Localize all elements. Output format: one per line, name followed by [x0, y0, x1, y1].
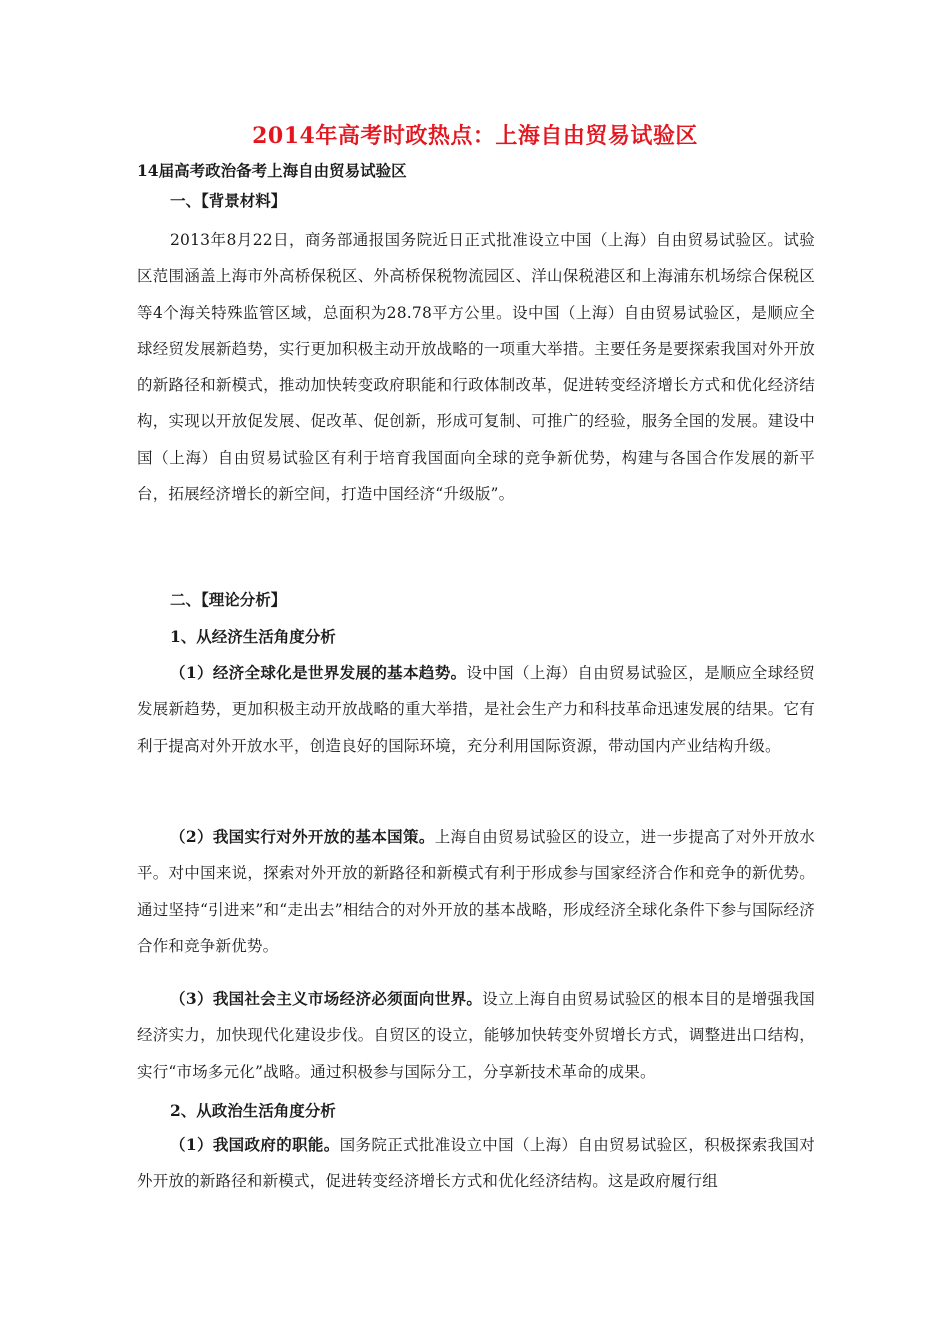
- economic-paragraph-1-lead: （1）经济全球化是世界发展的基本趋势。: [170, 663, 467, 682]
- economic-paragraph-1: [137, 655, 815, 764]
- document-subtitle: 14届高考政治备考上海自由贸易试验区: [137, 161, 407, 180]
- political-paragraph-1-lead: （1）我国政府的职能。: [170, 1135, 340, 1154]
- economic-paragraph-3: [137, 981, 815, 1090]
- economic-paragraph-3-body: 设立上海自由贸易试验区的根本目的是增强我国经济实力，加快现代化建设步伐。自贸区的设立，能够加快转变外贸增长方式，调整进出口结构，实行“市场多元化”战略。通过积极参与国际分工，分享新技术革命的成果。: [137, 990, 815, 1081]
- economic-paragraph-2: [137, 819, 815, 964]
- section-heading-background: 一、【背景材料】: [170, 191, 287, 210]
- subsection-heading-economic: 1、从经济生活角度分析: [170, 627, 336, 646]
- background-paragraph: 2013年8月22日，商务部通报国务院近日正式批准设立中国（上海）自由贸易试验区。试验区范围涵盖上海市外高桥保税区、外高桥保税物流园区、洋山保税港区和上海浦东机场综合保税区等4个海关特殊监管区域，总面积为28.78平方公里。设中国（上海）自由贸易试验区，是顺应全球经贸发展新趋势，实行更加积极主动开放战略的一项重大举措。主要任务是要探索我国对外开放的新路径和新模式，推动加快转变政府职能和行政体制改革，促进转变经济增长方式和优化经济结构，实现以开放促发展、促改革、促创新，形成可复制、可推广的经验，服务全国的发展。建设中国（上海）自由贸易试验区有利于培育我国面向全球的竞争新优势，构建与各国合作发展的新平台，拓展经济增长的新空间，打造中国经济“升级版”。: [137, 231, 815, 504]
- section-heading-analysis: 二、【理论分析】: [170, 590, 287, 609]
- economic-paragraph-2-body: 上海自由贸易试验区的设立，进一步提高了对外开放水平。对中国来说，探索对外开放的新路径和新模式有利于形成参与国家经济合作和竞争的新优势。通过坚持“引进来”和“走出去”相结合的对外开放的基本战略，形成经济全球化条件下参与国际经济合作和竞争新优势。: [137, 828, 816, 955]
- political-paragraph-1-body: 国务院正式批准设立中国（上海）自由贸易试验区，积极探索我国对外开放的新路径和新模式，促进转变经济增长方式和优化经济结构。这是政府履行组: [137, 1136, 815, 1191]
- economic-paragraph-2-lead: （2）我国实行对外开放的基本国策。: [170, 827, 435, 846]
- political-paragraph-1: [137, 1127, 815, 1200]
- document-title: 2014年高考时政热点：上海自由贸易试验区: [252, 123, 698, 149]
- economic-paragraph-1-body: 设中国（上海）自由贸易试验区，是顺应全球经贸发展新趋势，更加积极主动开放战略的重大举措，是社会生产力和科技革命迅速发展的结果。它有利于提高对外开放水平，创造良好的国际环境，充分利用国际资源，带动国内产业结构升级。: [137, 664, 815, 755]
- subsection-heading-political: 2、从政治生活角度分析: [170, 1101, 336, 1120]
- economic-paragraph-3-lead: （3）我国社会主义市场经济必须面向世界。: [170, 989, 483, 1008]
